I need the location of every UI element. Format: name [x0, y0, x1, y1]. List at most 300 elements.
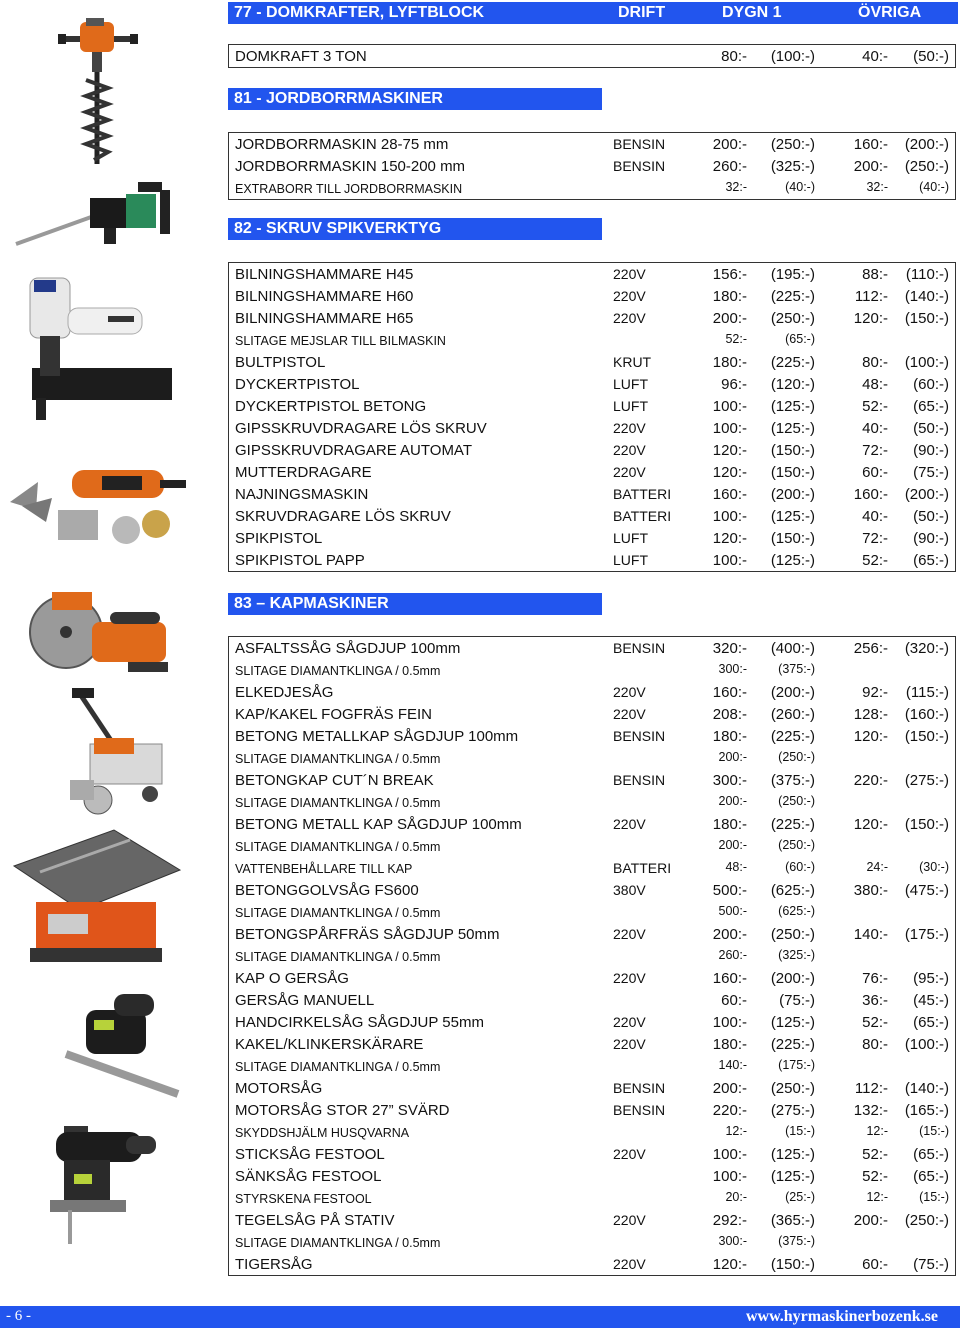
- price-day: 96:-: [721, 376, 747, 393]
- price-day-incl-vat: (250:-): [778, 838, 815, 852]
- price-day: 140:-: [718, 1058, 747, 1072]
- power-type: 220V: [613, 970, 646, 986]
- item-name: GIPSSKRUVDRAGARE LÖS SKRUV: [235, 420, 487, 437]
- power-type: 220V: [613, 1212, 646, 1228]
- price-extra-day: 140:-: [853, 926, 888, 943]
- price-day: 100:-: [712, 552, 747, 569]
- price-extra-day-incl-vat: (275:-): [904, 772, 949, 789]
- price-day-incl-vat: (250:-): [770, 310, 815, 327]
- price-extra-day-incl-vat: (150:-): [904, 728, 949, 745]
- item-name: SLITAGE DIAMANTKLINGA / 0.5mm: [235, 950, 441, 964]
- price-day-incl-vat: (175:-): [778, 1058, 815, 1072]
- section-82-table: [228, 262, 956, 572]
- price-row: [229, 747, 955, 769]
- price-extra-day: 256:-: [853, 640, 888, 657]
- price-extra-day-incl-vat: (100:-): [904, 1036, 949, 1053]
- item-name: MOTORSÅG STOR 27” SVÄRD: [235, 1102, 450, 1119]
- price-row: [229, 483, 955, 505]
- price-row: [229, 549, 955, 571]
- price-row: [229, 285, 955, 307]
- price-extra-day: 24:-: [866, 860, 888, 874]
- price-day: 180:-: [712, 728, 747, 745]
- price-extra-day-incl-vat: (65:-): [913, 1014, 949, 1031]
- price-day-incl-vat: (150:-): [770, 442, 815, 459]
- floor-saw-image: [40, 684, 180, 824]
- price-extra-day: 92:-: [862, 684, 888, 701]
- price-extra-day-incl-vat: (320:-): [904, 640, 949, 657]
- item-name: NAJNINGSMASKIN: [235, 486, 369, 503]
- price-extra-day-incl-vat: (110:-): [905, 266, 949, 283]
- price-day: 100:-: [712, 1168, 747, 1185]
- power-type: 220V: [613, 288, 646, 304]
- price-extra-day-incl-vat: (140:-): [904, 288, 949, 305]
- price-row: [229, 725, 955, 747]
- price-day-incl-vat: (125:-): [770, 420, 815, 437]
- power-type: LUFT: [613, 376, 648, 392]
- price-extra-day: 52:-: [862, 1146, 888, 1163]
- col-drift-header: DRIFT: [618, 4, 666, 21]
- price-day: 80:-: [721, 48, 747, 65]
- price-day-incl-vat: (225:-): [770, 816, 815, 833]
- price-row: [229, 857, 955, 879]
- item-name: SLITAGE DIAMANTKLINGA / 0.5mm: [235, 796, 441, 810]
- section-77-table: [228, 44, 956, 68]
- item-name: BILNINGSHAMMARE H65: [235, 310, 414, 327]
- price-extra-day: 80:-: [862, 1036, 888, 1053]
- price-day-incl-vat: (60:-): [785, 860, 815, 874]
- plunge-saw-image: [64, 990, 184, 1100]
- price-extra-day: 160:-: [853, 136, 888, 153]
- price-day: 200:-: [718, 750, 747, 764]
- item-name: BETONGSPÅRFRÄS SÅGDJUP 50mm: [235, 926, 500, 943]
- item-name: KAP/KAKEL FOGFRÄS FEIN: [235, 706, 432, 723]
- price-extra-day-incl-vat: (45:-): [913, 992, 949, 1009]
- price-extra-day: 12:-: [866, 1190, 888, 1204]
- price-extra-day-incl-vat: (90:-): [913, 442, 949, 459]
- power-type: BATTERI: [613, 486, 672, 502]
- price-day-incl-vat: (225:-): [770, 1036, 815, 1053]
- price-day-incl-vat: (365:-): [770, 1212, 815, 1229]
- item-name: STYRSKENA FESTOOL: [235, 1192, 372, 1206]
- price-row: [229, 1011, 955, 1033]
- price-extra-day: 52:-: [862, 1014, 888, 1031]
- section-82-header: 82 - SKRUV SPIKVERKTYG: [228, 218, 602, 240]
- price-day: 220:-: [712, 1102, 747, 1119]
- section-81-table: [228, 132, 956, 200]
- item-name: TEGELSÅG PÅ STATIV: [235, 1212, 395, 1229]
- price-row: [229, 1143, 955, 1165]
- price-row: [229, 703, 955, 725]
- price-day-incl-vat: (125:-): [770, 398, 815, 415]
- price-row: [229, 505, 955, 527]
- price-extra-day-incl-vat: (200:-): [904, 136, 949, 153]
- price-day-incl-vat: (200:-): [770, 486, 815, 503]
- price-row: [229, 945, 955, 967]
- price-day: 200:-: [718, 838, 747, 852]
- power-type: 220V: [613, 266, 646, 282]
- price-day: 60:-: [721, 992, 747, 1009]
- price-day-incl-vat: (225:-): [770, 354, 815, 371]
- price-extra-day-incl-vat: (15:-): [919, 1124, 949, 1138]
- price-extra-day: 48:-: [862, 376, 888, 393]
- price-day: 200:-: [712, 926, 747, 943]
- price-day-incl-vat: (625:-): [770, 882, 815, 899]
- price-row: [229, 373, 955, 395]
- price-extra-day: 88:-: [862, 266, 888, 283]
- price-extra-day: 12:-: [866, 1124, 888, 1138]
- price-day: 100:-: [712, 1146, 747, 1163]
- price-row: [229, 1165, 955, 1187]
- item-name: KAP O GERSÅG: [235, 970, 349, 987]
- item-name: HANDCIRKELSÅG SÅGDJUP 55mm: [235, 1014, 484, 1031]
- price-extra-day-incl-vat: (100:-): [904, 354, 949, 371]
- price-day-incl-vat: (250:-): [778, 794, 815, 808]
- price-row: [229, 1121, 955, 1143]
- power-type: 220V: [613, 816, 646, 832]
- power-type: LUFT: [613, 398, 648, 414]
- price-day-incl-vat: (120:-): [770, 376, 815, 393]
- price-day-incl-vat: (125:-): [770, 508, 815, 525]
- price-extra-day-incl-vat: (15:-): [919, 1190, 949, 1204]
- price-day-incl-vat: (275:-): [770, 1102, 815, 1119]
- price-day: 200:-: [712, 136, 747, 153]
- price-day-incl-vat: (195:-): [770, 266, 815, 283]
- price-day: 156:-: [712, 266, 747, 283]
- item-name: JORDBORRMASKIN 150-200 mm: [235, 158, 466, 175]
- price-extra-day: 40:-: [862, 508, 888, 525]
- price-day: 120:-: [712, 442, 747, 459]
- item-name: SPIKPISTOL PAPP: [235, 552, 365, 569]
- item-name: DYCKERTPISTOL BETONG: [235, 398, 427, 415]
- price-extra-day: 40:-: [862, 420, 888, 437]
- price-row: [229, 263, 955, 285]
- price-extra-day-incl-vat: (50:-): [913, 508, 949, 525]
- price-day-incl-vat: (375:-): [770, 772, 815, 789]
- item-name: SLITAGE DIAMANTKLINGA / 0.5mm: [235, 906, 441, 920]
- price-extra-day-incl-vat: (95:-): [913, 970, 949, 987]
- col-dygn-header: DYGN 1: [722, 4, 782, 21]
- item-name: ASFALTSSÅG SÅGDJUP 100mm: [235, 640, 461, 657]
- price-row: [229, 1187, 955, 1209]
- price-row: [229, 659, 955, 681]
- price-extra-day-incl-vat: (250:-): [904, 158, 949, 175]
- price-day-incl-vat: (150:-): [770, 1256, 815, 1273]
- price-extra-day: 60:-: [862, 464, 888, 481]
- item-name: GIPSSKRUVDRAGARE AUTOMAT: [235, 442, 472, 459]
- page-number: - 6 -: [6, 1308, 31, 1324]
- item-name: SKRUVDRAGARE LÖS SKRUV: [235, 508, 451, 525]
- price-extra-day-incl-vat: (250:-): [904, 1212, 949, 1229]
- price-row: [229, 155, 955, 177]
- item-name: SLITAGE DIAMANTKLINGA / 0.5mm: [235, 664, 441, 678]
- item-name: EXTRABORR TILL JORDBORRMASKIN: [235, 182, 463, 196]
- nail-gun-image: [22, 272, 172, 422]
- price-row: [229, 461, 955, 483]
- price-day: 12:-: [725, 1124, 747, 1138]
- item-name: SLITAGE MEJSLAR TILL BILMASKIN: [235, 334, 446, 348]
- price-day-incl-vat: (100:-): [770, 48, 815, 65]
- item-name: BETONG METALL KAP SÅGDJUP 100mm: [235, 816, 522, 833]
- price-day-incl-vat: (65:-): [785, 332, 815, 346]
- power-type: 220V: [613, 442, 646, 458]
- price-extra-day: 40:-: [862, 48, 888, 65]
- item-name: BILNINGSHAMMARE H45: [235, 266, 414, 283]
- price-day-incl-vat: (125:-): [770, 1014, 815, 1031]
- price-row: [229, 769, 955, 791]
- price-day-incl-vat: (625:-): [778, 904, 815, 918]
- price-day: 52:-: [725, 332, 747, 346]
- item-name: JORDBORRMASKIN 28-75 mm: [235, 136, 449, 153]
- price-day-incl-vat: (250:-): [770, 136, 815, 153]
- price-day: 500:-: [712, 882, 747, 899]
- price-extra-day-incl-vat: (65:-): [913, 1168, 949, 1185]
- item-name: SLITAGE DIAMANTKLINGA / 0.5mm: [235, 1236, 441, 1250]
- price-row: [229, 901, 955, 923]
- col-ovriga-header: ÖVRIGA: [858, 4, 922, 21]
- power-type: 220V: [613, 1256, 646, 1272]
- power-type: 220V: [613, 1014, 646, 1030]
- price-extra-day-incl-vat: (140:-): [904, 1080, 949, 1097]
- price-day: 100:-: [712, 508, 747, 525]
- price-day-incl-vat: (400:-): [770, 640, 815, 657]
- price-day-incl-vat: (200:-): [770, 970, 815, 987]
- power-type: 220V: [613, 420, 646, 436]
- item-name: DYCKERTPISTOL: [235, 376, 360, 393]
- price-day-incl-vat: (225:-): [770, 288, 815, 305]
- power-type: KRUT: [613, 354, 652, 370]
- price-day: 48:-: [725, 860, 747, 874]
- price-day: 300:-: [712, 772, 747, 789]
- price-day-incl-vat: (250:-): [778, 750, 815, 764]
- price-extra-day: 60:-: [862, 1256, 888, 1273]
- price-day-incl-vat: (325:-): [770, 158, 815, 175]
- price-extra-day-incl-vat: (200:-): [904, 486, 949, 503]
- price-row: [229, 1077, 955, 1099]
- price-extra-day-incl-vat: (475:-): [904, 882, 949, 899]
- product-images: [0, 0, 222, 1300]
- demolition-hammer-image: [14, 176, 179, 248]
- item-name: ELKEDJESÅG: [235, 684, 334, 701]
- price-extra-day: 120:-: [853, 816, 888, 833]
- power-type: BENSIN: [613, 136, 666, 152]
- price-day: 500:-: [718, 904, 747, 918]
- price-extra-day-incl-vat: (175:-): [904, 926, 949, 943]
- price-row: [229, 177, 955, 199]
- price-row: [229, 1099, 955, 1121]
- price-row: [229, 439, 955, 461]
- power-type: BENSIN: [613, 1102, 666, 1118]
- price-extra-day-incl-vat: (90:-): [913, 530, 949, 547]
- item-name: STICKSÅG FESTOOL: [235, 1146, 385, 1163]
- price-day: 180:-: [712, 816, 747, 833]
- item-name: SÄNKSÅG FESTOOL: [235, 1168, 382, 1185]
- price-day-incl-vat: (150:-): [770, 464, 815, 481]
- price-day-incl-vat: (200:-): [770, 684, 815, 701]
- price-extra-day-incl-vat: (65:-): [913, 552, 949, 569]
- price-row: [229, 1033, 955, 1055]
- price-day-incl-vat: (75:-): [779, 992, 815, 1009]
- price-day: 292:-: [712, 1212, 747, 1229]
- price-extra-day: 52:-: [862, 398, 888, 415]
- price-day: 160:-: [712, 486, 747, 503]
- price-row: [229, 813, 955, 835]
- page-footer: [0, 1306, 960, 1328]
- price-day: 100:-: [712, 1014, 747, 1031]
- price-extra-day-incl-vat: (60:-): [913, 376, 949, 393]
- price-row: [229, 1231, 955, 1253]
- item-name: BULTPISTOL: [235, 354, 326, 371]
- tile-saw-image: [10, 826, 185, 966]
- price-row: [229, 923, 955, 945]
- item-name: BILNINGSHAMMARE H60: [235, 288, 414, 305]
- price-day: 320:-: [712, 640, 747, 657]
- price-row: [229, 45, 955, 67]
- price-row: [229, 351, 955, 373]
- price-day-incl-vat: (25:-): [785, 1190, 815, 1204]
- section-77-header: [228, 2, 958, 24]
- power-type: LUFT: [613, 530, 648, 546]
- price-day: 160:-: [712, 684, 747, 701]
- power-type: 220V: [613, 926, 646, 942]
- section-81-header: 81 - JORDBORRMASKINER: [228, 88, 602, 110]
- item-name: SLITAGE DIAMANTKLINGA / 0.5mm: [235, 1060, 441, 1074]
- item-name: VATTENBEHÅLLARE TILL KAP: [235, 862, 413, 876]
- earth-auger-image: [58, 18, 138, 168]
- cut-off-saw-image: [28, 592, 178, 682]
- price-extra-day-incl-vat: (75:-): [913, 464, 949, 481]
- price-day: 300:-: [718, 662, 747, 676]
- price-extra-day: 200:-: [853, 1212, 888, 1229]
- price-extra-day: 32:-: [866, 180, 888, 194]
- price-extra-day: 72:-: [862, 442, 888, 459]
- price-day-incl-vat: (250:-): [770, 1080, 815, 1097]
- price-day: 200:-: [718, 794, 747, 808]
- price-day-incl-vat: (225:-): [770, 728, 815, 745]
- website-url[interactable]: www.hyrmaskinerbozenk.se: [745, 1308, 938, 1325]
- section-83-table: [228, 636, 956, 1276]
- price-row: [229, 395, 955, 417]
- price-row: [229, 835, 955, 857]
- price-day: 260:-: [712, 158, 747, 175]
- price-day-incl-vat: (125:-): [770, 1168, 815, 1185]
- price-day: 100:-: [712, 398, 747, 415]
- price-day: 20:-: [725, 1190, 747, 1204]
- price-day: 120:-: [712, 464, 747, 481]
- item-name: MUTTERDRAGARE: [235, 464, 372, 481]
- price-row: [229, 989, 955, 1011]
- price-row: [229, 307, 955, 329]
- price-extra-day-incl-vat: (160:-): [904, 706, 949, 723]
- price-day: 300:-: [718, 1234, 747, 1248]
- power-type: BATTERI: [613, 508, 672, 524]
- item-name: TIGERSÅG: [235, 1256, 313, 1273]
- price-day: 208:-: [712, 706, 747, 723]
- price-day-incl-vat: (40:-): [785, 180, 815, 194]
- price-day: 180:-: [712, 1036, 747, 1053]
- power-type: 220V: [613, 464, 646, 480]
- multi-tool-image: [8, 462, 188, 552]
- power-type: BENSIN: [613, 728, 666, 744]
- price-extra-day: 120:-: [853, 310, 888, 327]
- item-name: KAKEL/KLINKERSKÄRARE: [235, 1036, 424, 1053]
- item-name: SKYDDSHJÄLM HUSQVARNA: [235, 1126, 410, 1140]
- price-row: [229, 527, 955, 549]
- price-row: [229, 417, 955, 439]
- price-row: [229, 1209, 955, 1231]
- price-day: 180:-: [712, 288, 747, 305]
- price-row: [229, 1253, 955, 1275]
- power-type: BENSIN: [613, 772, 666, 788]
- power-type: 220V: [613, 310, 646, 326]
- price-day-incl-vat: (325:-): [778, 948, 815, 962]
- price-extra-day-incl-vat: (30:-): [919, 860, 949, 874]
- power-type: 220V: [613, 706, 646, 722]
- price-extra-day: 220:-: [853, 772, 888, 789]
- price-extra-day: 52:-: [862, 1168, 888, 1185]
- price-extra-day: 380:-: [853, 882, 888, 899]
- price-extra-day: 160:-: [853, 486, 888, 503]
- price-day: 160:-: [712, 970, 747, 987]
- price-extra-day-incl-vat: (40:-): [919, 180, 949, 194]
- price-extra-day: 120:-: [853, 728, 888, 745]
- power-type: 220V: [613, 1146, 646, 1162]
- power-type: 220V: [613, 684, 646, 700]
- price-row: [229, 879, 955, 901]
- price-row: [229, 329, 955, 351]
- price-extra-day-incl-vat: (150:-): [904, 816, 949, 833]
- price-day: 200:-: [712, 310, 747, 327]
- power-type: 220V: [613, 1036, 646, 1052]
- price-day-incl-vat: (260:-): [770, 706, 815, 723]
- price-day-incl-vat: (375:-): [778, 1234, 815, 1248]
- jigsaw-image: [34, 1124, 164, 1248]
- power-type: 380V: [613, 882, 646, 898]
- section-83-header: 83 – KAPMASKINER: [228, 593, 602, 615]
- item-name: SPIKPISTOL: [235, 530, 323, 547]
- power-type: LUFT: [613, 552, 648, 568]
- price-day: 120:-: [712, 1256, 747, 1273]
- price-day: 32:-: [725, 180, 747, 194]
- item-name: GERSÅG MANUELL: [235, 992, 375, 1009]
- price-row: [229, 133, 955, 155]
- item-name: DOMKRAFT 3 TON: [235, 48, 367, 65]
- price-extra-day-incl-vat: (150:-): [904, 310, 949, 327]
- power-type: BENSIN: [613, 158, 666, 174]
- price-extra-day: 112:-: [854, 1080, 888, 1097]
- price-day: 100:-: [712, 420, 747, 437]
- price-extra-day: 36:-: [862, 992, 888, 1009]
- power-type: BENSIN: [613, 640, 666, 656]
- price-day-incl-vat: (250:-): [770, 926, 815, 943]
- price-extra-day: 112:-: [854, 288, 888, 305]
- item-name: SLITAGE DIAMANTKLINGA / 0.5mm: [235, 752, 441, 766]
- price-extra-day: 76:-: [862, 970, 888, 987]
- price-row: [229, 681, 955, 703]
- price-day-incl-vat: (375:-): [778, 662, 815, 676]
- price-row: [229, 967, 955, 989]
- price-row: [229, 791, 955, 813]
- price-day: 200:-: [712, 1080, 747, 1097]
- price-extra-day-incl-vat: (50:-): [913, 420, 949, 437]
- price-day: 260:-: [718, 948, 747, 962]
- price-row: [229, 637, 955, 659]
- price-extra-day-incl-vat: (65:-): [913, 398, 949, 415]
- price-extra-day-incl-vat: (165:-): [904, 1102, 949, 1119]
- price-extra-day-incl-vat: (115:-): [905, 684, 949, 701]
- price-extra-day-incl-vat: (50:-): [913, 48, 949, 65]
- power-type: BENSIN: [613, 1080, 666, 1096]
- price-extra-day-incl-vat: (65:-): [913, 1146, 949, 1163]
